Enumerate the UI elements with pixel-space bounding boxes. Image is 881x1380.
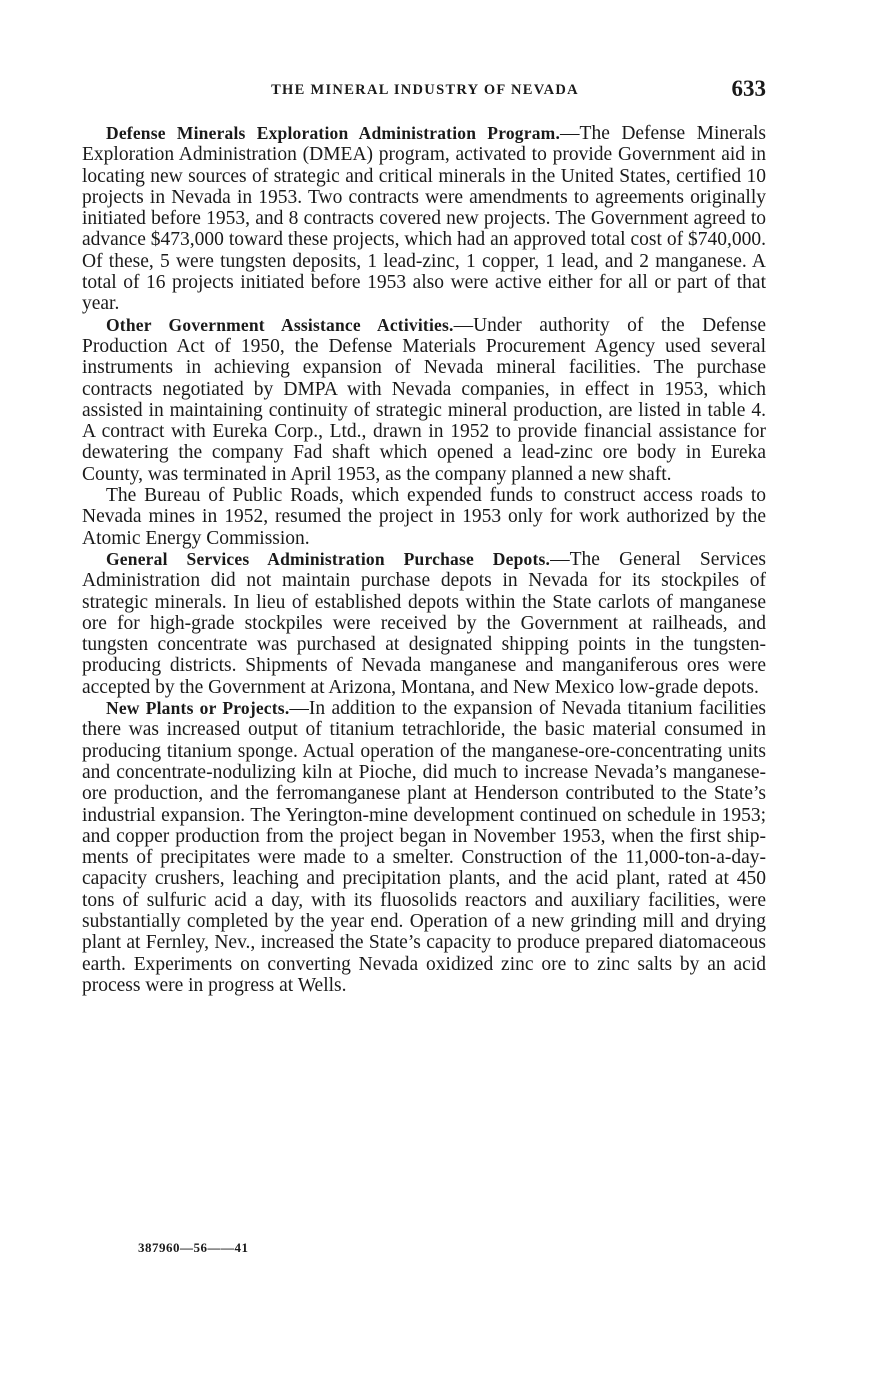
paragraph-text: —The General Services Administration did not maintain purchase depots in Nevada for its stockpiles of strategic minerals. In lieu of established depots within the State carlots of manganese ore for high-grade stockpiles were received by the Government at railheads, and tungsten concentrate was purchased at designated shipping points in the tungsten-producing districts. Shipments of Nevada manganese and manganiferous ores were accepted by the Government at Arizona, Montana, and New Mexico low-grade depots.	[82, 548, 766, 698]
paragraph-text: The Bureau of Public Roads, which expended funds to construct access roads to Nevada mines in 1952, resumed the project in 1953 only for work authorized by the Atomic Energy Commission.	[82, 485, 766, 549]
print-code: 387960—56——41	[138, 1240, 249, 1255]
running-head: THE MINERAL INDUSTRY OF NEVADA	[271, 82, 579, 98]
paragraph-government-assistance	[82, 315, 766, 485]
paragraph-heading: General Services Administration Purchase Depots.	[106, 548, 551, 569]
paragraph-heading: Defense Minerals Exploration Administration Program.	[106, 123, 561, 143]
paragraph-dmea	[82, 123, 766, 315]
page-header	[82, 76, 768, 106]
paragraph-public-roads	[82, 485, 766, 549]
page-number: 633	[731, 76, 766, 101]
paragraph-text: —In addition to the expansion of Nevada titanium facilities there was increased output of titanium tetrachloride, the basic material consumed in producing titanium sponge. Actual operation of the manganese-ore-concentrating units and concentrate-nodulizing kiln at Pioche, did much to increase Nevada’s manganese-ore production, and the ferromanganese plant at Henderson contributed to the State’s industrial expansion. The Yerington-mine development continued on schedule in 1953; and copper production from the project began in November 1953, when the first shipments of precipitates were made to a smelter. Construction of the 11,000-ton-a-day-capacity crushers, leaching and precipitation plants, and the acid plant, rated at 450 tons of sulfuric acid a day, with its fluosolids reactors and auxiliary facilities, were substantially completed by the year end. Operation of a new grinding mill and drying plant at Fernley, Nev., increased the State’s capacity to produce prepared diatomaceous earth. Experiments on converting Nevada oxidized zinc ore to zinc salts by an acid process were in progress at Wells.	[82, 698, 766, 996]
body-text	[82, 123, 766, 996]
paragraph-new-plants	[82, 698, 766, 996]
paragraph-gsa-depots	[82, 549, 766, 698]
paragraph-heading: New Plants or Projects.	[106, 698, 290, 719]
paragraph-text: —Under authority of the Defense Production Act of 1950, the Defense Materials Procurement Agency used several instruments in achieving expansion of Nevada mineral facilities. The purchase contracts negotiated by DMPA with Nevada companies, in effect in 1953, which assisted in maintaining continuity of strategic mineral production, are listed in table 4. A contract with Eureka Corp., Ltd., drawn in 1952 to provide financial assistance for dewatering the company Fad shaft which opened a lead-zinc ore body in Eureka County, was terminated in April 1953, as the company planned a new shaft.	[82, 314, 766, 485]
paragraph-heading: Other Government Assistance Activities.	[106, 314, 454, 335]
paragraph-text: —The Defense Minerals Exploration Administration (DMEA) program, activated to provide Government aid in locating new sources of strategic and critical minerals in the United States, certified 10 projects in Nevada in 1953. Two contracts were amendments to agreements originally initiated before 1953, and 8 contracts covered new projects. The Government agreed to advance $473,000 toward these projects, which had an approved total cost of $740,000. Of these, 5 were tungsten deposits, 1 lead-zinc, 1 copper, 1 lead, and 2 manganese. A total of 16 projects initiated before 1953 also were active either for all or part of that year.	[82, 123, 766, 315]
